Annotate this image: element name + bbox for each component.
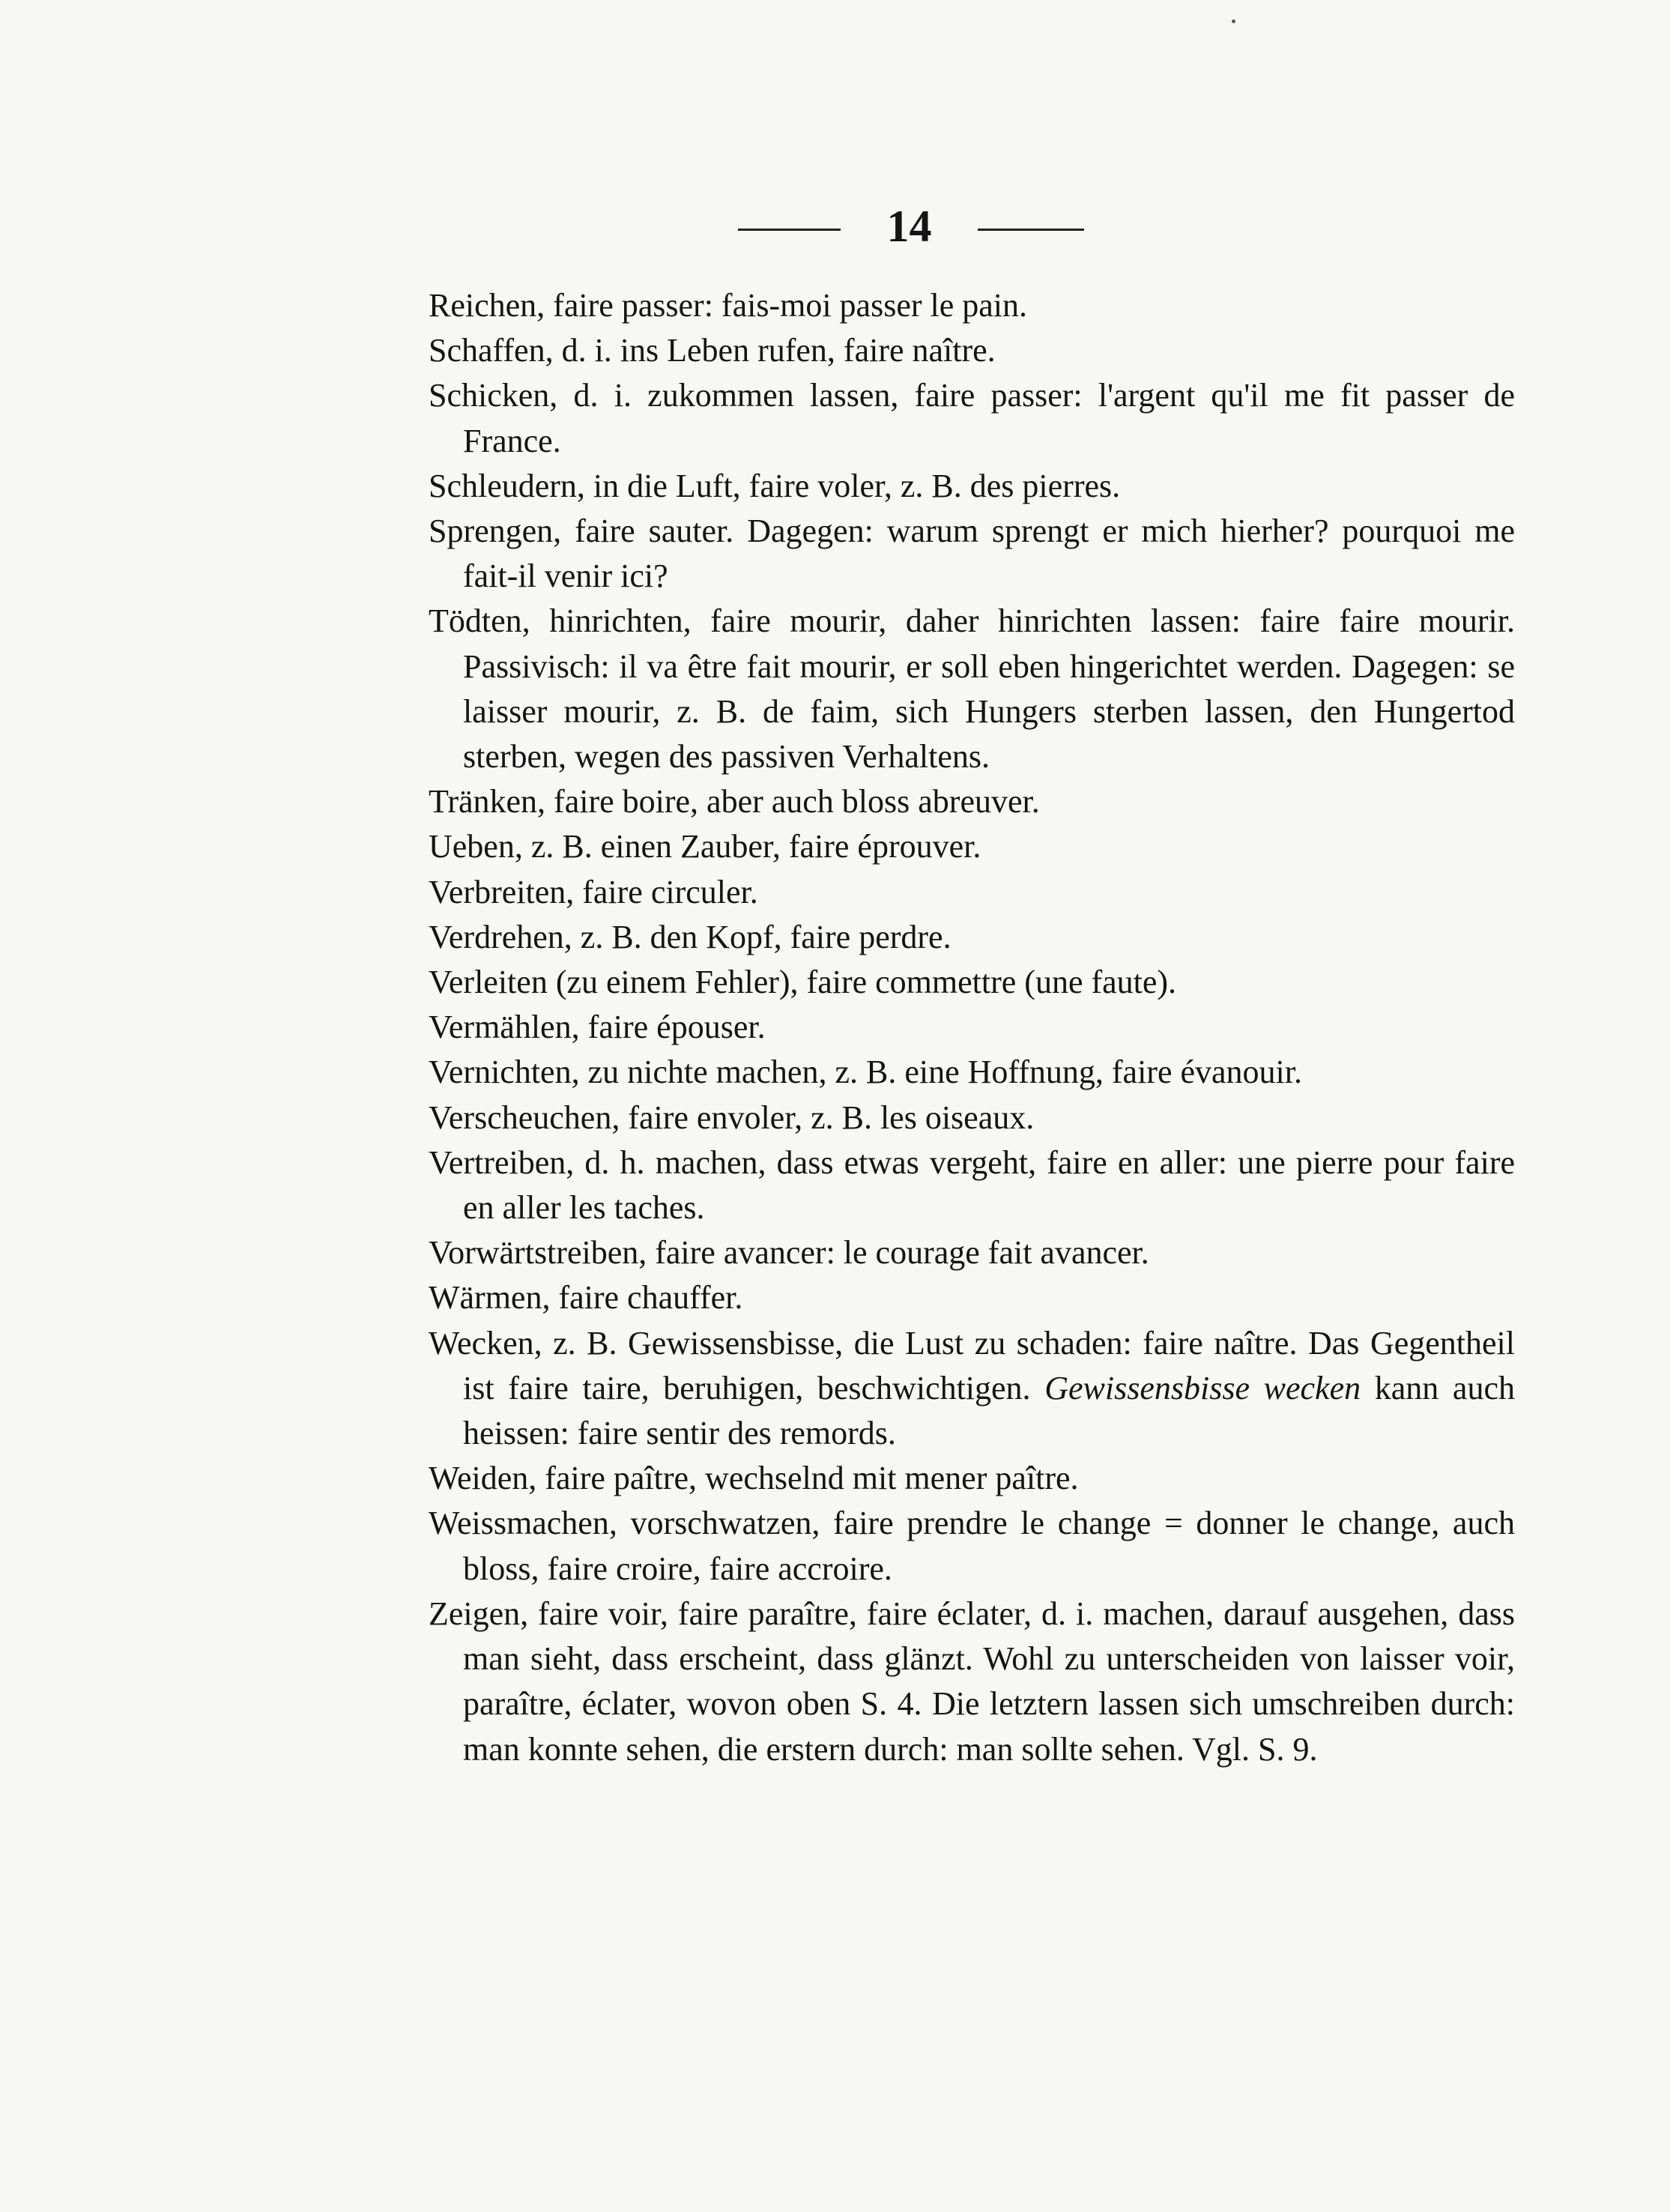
entry-zeigen: Zeigen, faire voir, faire paraître, faire éclater, d. i. machen, darauf ausgehen, dass man sieht, dass erscheint, dass glänzt. Wohl zu unterscheiden von laisser voir, paraître, éclater, wovon oben S. 4. Die letztern lassen sich umschreiben durch: man konnte sehen, die erstern durch: man sollte sehen. Vgl. S. 9.: [429, 1595, 1515, 1768]
entry-wecken-text-end: kann auch heissen: faire sentir des remords.: [463, 1369, 1515, 1452]
entry-verdrehen: Verdrehen, z. B. den Kopf, faire perdre.: [429, 918, 952, 955]
page-header: [0, 196, 1670, 256]
entry-toedten: Tödten, hinrichten, faire mourir, daher hinrichten lassen: faire faire mourir. Passivisch: il va être fait mourir, er soll eben hingerichtet werden. Dagegen: se laisser mourir, z. B. de faim, sich Hungers sterben lassen, den Hungertod sterben, wegen des passiven Verhaltens.: [429, 602, 1515, 776]
entry-vermaehlen: Vermählen, faire épouser.: [429, 1009, 766, 1046]
header-rule-right: [978, 229, 1084, 231]
entry-schleudern: Schleudern, in die Luft, faire voler, z. B. des pierres.: [429, 467, 1121, 504]
entry-vernichten: Vernichten, zu nichte machen, z. B. eine Hoffnung, faire évanouir.: [429, 1054, 1302, 1091]
header-rule-left: [738, 229, 841, 231]
entry-reichen: Reichen, faire passer: fais-moi passer le pain.: [429, 287, 1028, 324]
entry-ueben: Ueben, z. B. einen Zauber, faire éprouver.: [429, 828, 981, 865]
entry-vorwaertstreiben: Vorwärtstreiben, faire avancer: le courage fait avancer.: [429, 1234, 1149, 1272]
entry-weiden: Weiden, faire paître, wechselnd mit mener paître.: [429, 1460, 1079, 1497]
entry-schaffen: Schaffen, d. i. ins Leben rufen, faire naître.: [429, 332, 996, 369]
entry-wecken-text: Wecken, z. B. Gewissensbisse, die Lust zu schaden: faire naître. Das Gegentheil ist faire taire, beruhigen, beschwichtigen.: [429, 1324, 1515, 1406]
entry-verbreiten: Verbreiten, faire circuler.: [429, 873, 758, 910]
dictionary-entries: [429, 283, 1515, 1772]
entry-wecken: [429, 1321, 1515, 1457]
print-speck: [1232, 19, 1235, 23]
entry-weissmachen: Weissmachen, vorschwatzen, faire prendre le change = donner le change, auch bloss, faire croire, faire accroire.: [429, 1505, 1515, 1587]
entry-traenken: Tränken, faire boire, aber auch bloss abreuver.: [429, 783, 1040, 821]
entry-waermen: Wärmen, faire chauffer.: [429, 1279, 743, 1317]
page-number: 14: [886, 202, 932, 251]
entry-verleiten: Verleiten (zu einem Fehler), faire commettre (une faute).: [429, 964, 1177, 1001]
entry-sprengen: Sprengen, faire sauter. Dagegen: warum sprengt er mich hierher? pourquoi me fait-il venir ici?: [429, 513, 1515, 595]
entry-verscheuchen: Verscheuchen, faire envoler, z. B. les oiseaux.: [429, 1099, 1035, 1136]
entry-wecken-italic: Gewissensbisse wecken: [1044, 1369, 1361, 1406]
entry-schicken: Schicken, d. i. zukommen lassen, faire passer: l'argent qu'il me fit passer de France.: [429, 377, 1515, 459]
entry-vertreiben: Vertreiben, d. h. machen, dass etwas vergeht, faire en aller: une pierre pour faire en aller les taches.: [429, 1143, 1515, 1227]
